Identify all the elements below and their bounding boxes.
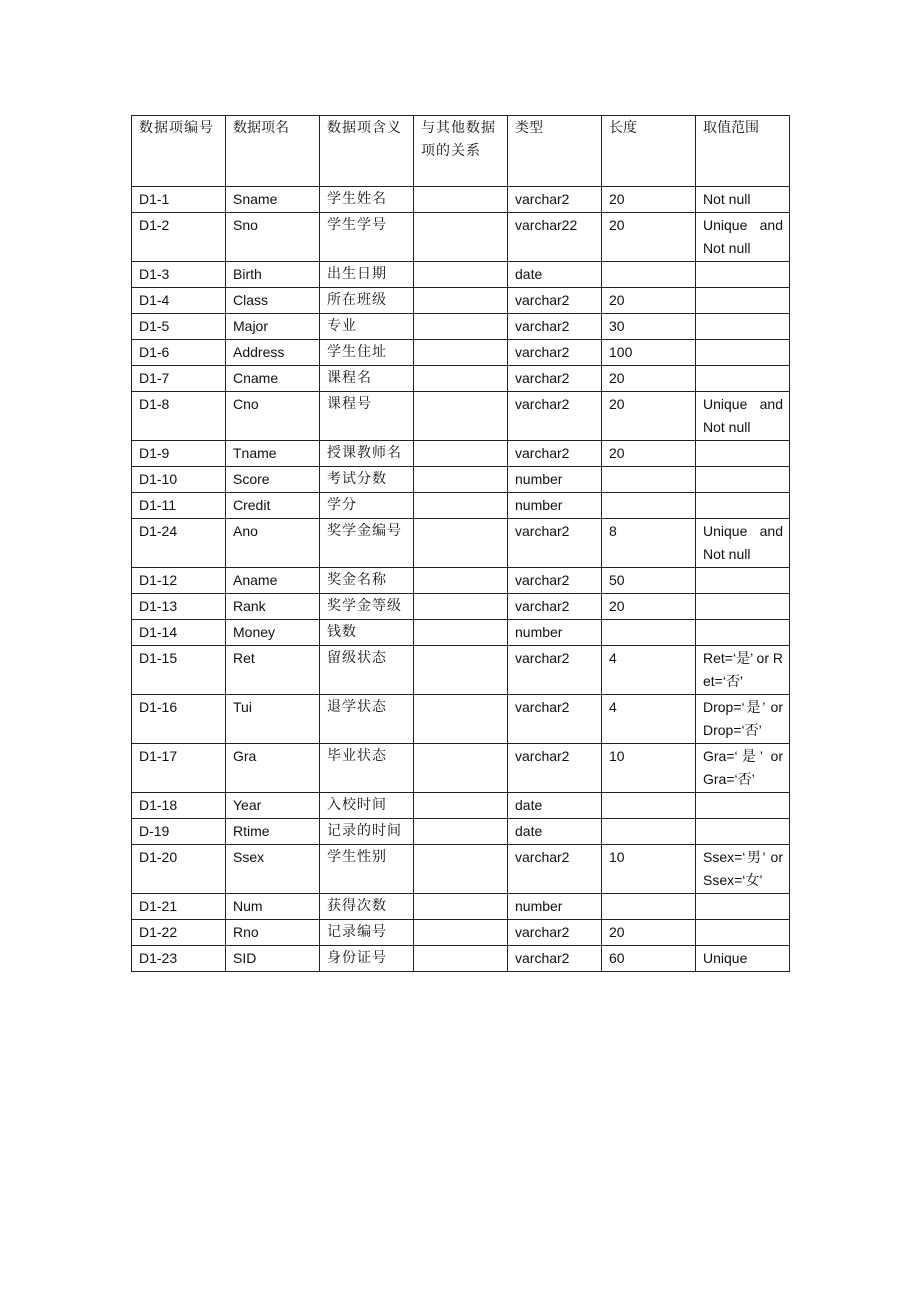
cell-value-range: [696, 262, 790, 288]
cell-item-id: D1-5: [132, 314, 226, 340]
cell-value-range: [696, 288, 790, 314]
table-row: [132, 894, 790, 920]
table-row: [132, 493, 790, 519]
cell-item-meaning: 所在班级: [320, 288, 414, 314]
cell-relation: [414, 920, 508, 946]
table-header: [132, 116, 790, 187]
cell-type: varchar2: [508, 695, 602, 744]
table-row: [132, 441, 790, 467]
cell-type: varchar2: [508, 441, 602, 467]
cell-length: 10: [602, 744, 696, 793]
cell-item-name: Major: [226, 314, 320, 340]
cell-value-range: Unique and Not null: [696, 213, 790, 262]
cell-item-name: Address: [226, 340, 320, 366]
cell-item-meaning: 奖金名称: [320, 568, 414, 594]
cell-item-meaning: 出生日期: [320, 262, 414, 288]
cell-item-id: D1-13: [132, 594, 226, 620]
cell-type: date: [508, 819, 602, 845]
cell-length: [602, 819, 696, 845]
cell-item-id: D1-7: [132, 366, 226, 392]
table-row: [132, 568, 790, 594]
cell-item-id: D1-20: [132, 845, 226, 894]
cell-item-name: Class: [226, 288, 320, 314]
cell-type: varchar2: [508, 187, 602, 213]
cell-item-name: Rtime: [226, 819, 320, 845]
cell-item-meaning: 课程号: [320, 392, 414, 441]
cell-item-id: D1-21: [132, 894, 226, 920]
cell-item-name: SID: [226, 946, 320, 972]
cell-item-id: D1-16: [132, 695, 226, 744]
cell-length: 100: [602, 340, 696, 366]
cell-item-name: Score: [226, 467, 320, 493]
cell-length: 50: [602, 568, 696, 594]
cell-item-name: Sname: [226, 187, 320, 213]
cell-value-range: [696, 894, 790, 920]
table-row: [132, 793, 790, 819]
cell-item-meaning: 获得次数: [320, 894, 414, 920]
cell-item-meaning: 记录编号: [320, 920, 414, 946]
cell-length: 8: [602, 519, 696, 568]
cell-item-name: Sno: [226, 213, 320, 262]
cell-item-name: Num: [226, 894, 320, 920]
cell-type: date: [508, 262, 602, 288]
cell-length: 60: [602, 946, 696, 972]
cell-item-id: D1-6: [132, 340, 226, 366]
cell-length: [602, 467, 696, 493]
cell-item-name: Ssex: [226, 845, 320, 894]
cell-item-meaning: 奖学金编号: [320, 519, 414, 568]
cell-relation: [414, 288, 508, 314]
cell-type: varchar2: [508, 340, 602, 366]
cell-item-meaning: 专业: [320, 314, 414, 340]
header-value-range: 取值范围: [696, 116, 790, 187]
cell-item-id: D1-15: [132, 646, 226, 695]
cell-relation: [414, 441, 508, 467]
cell-length: 20: [602, 213, 696, 262]
cell-value-range: [696, 620, 790, 646]
cell-type: varchar2: [508, 392, 602, 441]
table-row: [132, 262, 790, 288]
cell-type: varchar2: [508, 646, 602, 695]
cell-item-name: Cname: [226, 366, 320, 392]
table-body: [132, 187, 790, 972]
cell-item-id: D1-3: [132, 262, 226, 288]
table-row: [132, 920, 790, 946]
cell-item-id: D1-17: [132, 744, 226, 793]
table-row: [132, 744, 790, 793]
cell-item-meaning: 奖学金等级: [320, 594, 414, 620]
cell-value-range: [696, 340, 790, 366]
cell-item-meaning: 授课教师名: [320, 441, 414, 467]
cell-type: number: [508, 620, 602, 646]
cell-length: [602, 894, 696, 920]
cell-length: [602, 493, 696, 519]
cell-relation: [414, 819, 508, 845]
cell-type: varchar2: [508, 288, 602, 314]
cell-length: 20: [602, 288, 696, 314]
cell-value-range: Unique and Not null: [696, 519, 790, 568]
cell-item-id: D1-8: [132, 392, 226, 441]
cell-relation: [414, 213, 508, 262]
cell-item-id: D1-2: [132, 213, 226, 262]
cell-item-name: Rno: [226, 920, 320, 946]
cell-value-range: Unique and Not null: [696, 392, 790, 441]
cell-item-id: D1-12: [132, 568, 226, 594]
cell-item-meaning: 记录的时间: [320, 819, 414, 845]
table-row: [132, 187, 790, 213]
header-item-name: 数据项名: [226, 116, 320, 187]
cell-item-meaning: 毕业状态: [320, 744, 414, 793]
header-relation: 与其他数据项的关系: [414, 116, 508, 187]
cell-item-id: D1-14: [132, 620, 226, 646]
cell-relation: [414, 946, 508, 972]
cell-item-id: D-19: [132, 819, 226, 845]
cell-type: varchar2: [508, 845, 602, 894]
cell-item-name: Ano: [226, 519, 320, 568]
cell-item-meaning: 学生性别: [320, 845, 414, 894]
cell-length: 20: [602, 392, 696, 441]
cell-item-name: Tui: [226, 695, 320, 744]
table-row: [132, 288, 790, 314]
table-row: [132, 695, 790, 744]
cell-item-meaning: 入校时间: [320, 793, 414, 819]
cell-item-id: D1-10: [132, 467, 226, 493]
header-length: 长度: [602, 116, 696, 187]
cell-item-meaning: 考试分数: [320, 467, 414, 493]
cell-type: varchar22: [508, 213, 602, 262]
cell-item-id: D1-1: [132, 187, 226, 213]
cell-item-meaning: 学生住址: [320, 340, 414, 366]
table-row: [132, 392, 790, 441]
cell-relation: [414, 340, 508, 366]
cell-length: 30: [602, 314, 696, 340]
cell-item-id: D1-23: [132, 946, 226, 972]
cell-item-id: D1-24: [132, 519, 226, 568]
cell-relation: [414, 467, 508, 493]
cell-relation: [414, 493, 508, 519]
cell-type: varchar2: [508, 744, 602, 793]
cell-item-meaning: 钱数: [320, 620, 414, 646]
cell-item-id: D1-4: [132, 288, 226, 314]
cell-relation: [414, 620, 508, 646]
table-row: [132, 594, 790, 620]
cell-relation: [414, 594, 508, 620]
cell-item-meaning: 学生学号: [320, 213, 414, 262]
cell-length: [602, 262, 696, 288]
cell-item-meaning: 身份证号: [320, 946, 414, 972]
table-row: [132, 620, 790, 646]
cell-length: [602, 620, 696, 646]
cell-relation: [414, 392, 508, 441]
cell-relation: [414, 744, 508, 793]
cell-length: 20: [602, 366, 696, 392]
cell-item-id: D1-11: [132, 493, 226, 519]
cell-item-meaning: 学生姓名: [320, 187, 414, 213]
cell-value-range: Gra=‘是’ or Gra=‘否’: [696, 744, 790, 793]
cell-item-meaning: 留级状态: [320, 646, 414, 695]
cell-value-range: Not null: [696, 187, 790, 213]
header-row: [132, 116, 790, 187]
cell-relation: [414, 519, 508, 568]
cell-item-name: Birth: [226, 262, 320, 288]
cell-item-meaning: 学分: [320, 493, 414, 519]
cell-item-name: Tname: [226, 441, 320, 467]
cell-value-range: [696, 568, 790, 594]
cell-length: 20: [602, 187, 696, 213]
cell-value-range: [696, 493, 790, 519]
table-row: [132, 340, 790, 366]
cell-value-range: Ssex=‘男’ or Ssex=‘女’: [696, 845, 790, 894]
cell-type: varchar2: [508, 314, 602, 340]
cell-item-name: Gra: [226, 744, 320, 793]
cell-length: 20: [602, 441, 696, 467]
cell-item-name: Money: [226, 620, 320, 646]
data-dictionary-table: [131, 115, 790, 972]
cell-relation: [414, 187, 508, 213]
cell-type: date: [508, 793, 602, 819]
cell-value-range: [696, 441, 790, 467]
cell-item-id: D1-9: [132, 441, 226, 467]
header-item-id: 数据项编号: [132, 116, 226, 187]
cell-type: number: [508, 894, 602, 920]
cell-relation: [414, 366, 508, 392]
cell-type: varchar2: [508, 568, 602, 594]
cell-value-range: [696, 793, 790, 819]
cell-item-name: Year: [226, 793, 320, 819]
cell-type: varchar2: [508, 519, 602, 568]
cell-length: 10: [602, 845, 696, 894]
cell-relation: [414, 793, 508, 819]
cell-value-range: [696, 467, 790, 493]
cell-relation: [414, 695, 508, 744]
cell-type: varchar2: [508, 920, 602, 946]
table-row: [132, 946, 790, 972]
table-row: [132, 845, 790, 894]
cell-value-range: Ret=‘是’ or Ret=‘否’: [696, 646, 790, 695]
table-row: [132, 819, 790, 845]
table-row: [132, 314, 790, 340]
header-type: 类型: [508, 116, 602, 187]
cell-value-range: [696, 819, 790, 845]
cell-type: varchar2: [508, 366, 602, 392]
cell-length: 20: [602, 594, 696, 620]
cell-relation: [414, 894, 508, 920]
cell-value-range: [696, 314, 790, 340]
cell-type: varchar2: [508, 946, 602, 972]
cell-length: 4: [602, 646, 696, 695]
table-row: [132, 213, 790, 262]
cell-item-id: D1-18: [132, 793, 226, 819]
cell-type: varchar2: [508, 594, 602, 620]
cell-value-range: [696, 594, 790, 620]
cell-value-range: Unique: [696, 946, 790, 972]
cell-relation: [414, 262, 508, 288]
cell-value-range: Drop=‘是’ or Drop=‘否’: [696, 695, 790, 744]
cell-item-name: Aname: [226, 568, 320, 594]
table-row: [132, 467, 790, 493]
cell-item-id: D1-22: [132, 920, 226, 946]
cell-item-meaning: 退学状态: [320, 695, 414, 744]
table-row: [132, 519, 790, 568]
cell-relation: [414, 568, 508, 594]
cell-length: 20: [602, 920, 696, 946]
cell-type: number: [508, 467, 602, 493]
cell-item-name: Rank: [226, 594, 320, 620]
cell-relation: [414, 845, 508, 894]
cell-type: number: [508, 493, 602, 519]
cell-item-name: Cno: [226, 392, 320, 441]
table-row: [132, 646, 790, 695]
table-row: [132, 366, 790, 392]
cell-relation: [414, 314, 508, 340]
cell-length: [602, 793, 696, 819]
cell-relation: [414, 646, 508, 695]
cell-item-name: Credit: [226, 493, 320, 519]
cell-length: 4: [602, 695, 696, 744]
cell-item-name: Ret: [226, 646, 320, 695]
cell-item-meaning: 课程名: [320, 366, 414, 392]
cell-value-range: [696, 366, 790, 392]
cell-value-range: [696, 920, 790, 946]
header-item-meaning: 数据项含义: [320, 116, 414, 187]
